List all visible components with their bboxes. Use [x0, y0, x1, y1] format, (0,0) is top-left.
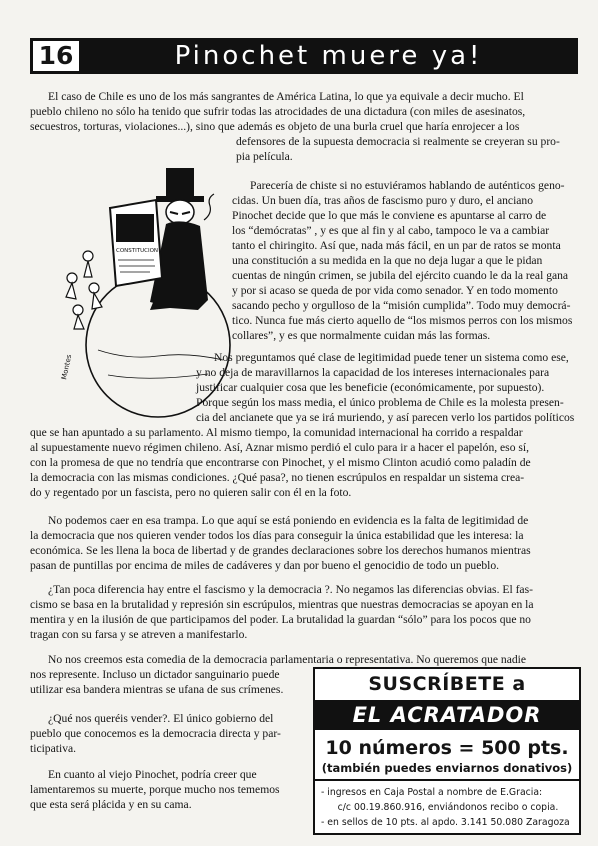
text-line: pasan de puntillas por encima de miles de cadáveres y dan por bueno el genocidio de todo un pueblo.	[30, 559, 500, 572]
payment-line: c/c 00.19.860.916, enviándonos recibo o copia.	[337, 802, 559, 813]
paragraph-6-first	[30, 652, 578, 667]
paragraph-5	[30, 582, 578, 642]
text-line: mentira y en la ilusión de que participamos del poder. La brutalidad la guardan “sólo” para los pocos que no	[30, 613, 531, 626]
text-line: cismo se basa en la brutalidad y represión sin escrúpulos, mientras que nuestras democracias se apoyan en la	[30, 598, 534, 611]
text-line: cidas. Un buen día, tras años de fascismo puro y duro, el anciano	[232, 194, 534, 207]
text-line: pueblo chileno no sólo ha tenido que sufrir todas las atrocidades de una dictadura (con miles de asesinatos,	[30, 105, 526, 118]
paragraph-2	[232, 178, 578, 343]
text-line: No podemos caer en esa trampa. Lo que aquí se está poniendo en evidencia es la falta de legitimidad de	[48, 514, 529, 527]
text-line: que esta será plácida y en su cama.	[30, 798, 192, 811]
text-line: defensores de la supuesta democracia si realmente se creyeran su pro-	[236, 135, 560, 148]
text-line: que se han apuntado a su parlamento. Al mismo tiempo, la comunidad internacional ha corrido a respaldar	[30, 426, 523, 439]
text-line: No nos creemos esta comedia de la democracia parlamentaria o representativa. No queremos que nadie	[48, 653, 527, 666]
payment-line: - en sellos de 10 pts. al apdo. 3.141 50.080 Zaragoza	[321, 817, 570, 828]
text-line: Parecería de chiste si no estuviéramos hablando de auténticos geno-	[250, 179, 565, 192]
paragraph-3-lower	[30, 425, 578, 500]
text-line: tico. Nunca fue más cierto aquello de “los mismos perros con los mismos	[232, 314, 573, 327]
publication-name: EL ACRATADOR	[315, 700, 579, 730]
subscription-heading: SUSCRÍBETE a	[368, 673, 526, 695]
subscription-box	[313, 667, 581, 835]
donations-note: (también puedes enviarnos donativos)	[321, 761, 573, 775]
text-line: Pinochet decide que lo que más le conviene es apuntarse al carro de	[232, 209, 547, 222]
text-line: tanto el chiringito. Así que, nada más fácil, en un par de ratos se monta	[232, 239, 561, 252]
text-line: la democracia que nos quieren vender todos los días para conseguir la única estabilidad que les interesa: la	[30, 529, 524, 542]
text-line: justificar cualquier cosa que les beneficie (económicamente, por supuesto).	[196, 381, 545, 394]
text-line: y por si acaso se queda de por vida como senador. Y en todo momento	[232, 284, 558, 297]
text-line: pia película.	[236, 150, 293, 163]
payment-line: - ingresos en Caja Postal a nombre de E.Gracia:	[321, 787, 543, 798]
text-line: cuentas de ningún crimen, se jubila del ejército cuando le da la real gana	[232, 269, 569, 282]
constitution-book	[110, 200, 162, 286]
intro-paragraph	[30, 89, 578, 134]
title-bar	[30, 38, 578, 74]
artist-signature: Montes	[60, 353, 74, 381]
text-line: los “demócratas” , y es que al fin y al cabo, tampoco le va a cambiar	[232, 224, 550, 237]
payment-info	[321, 785, 575, 830]
text-line: lamentaremos su muerte, porque mucho nos tememos	[30, 783, 280, 796]
text-line: En cuanto al viejo Pinochet, podría creer que	[48, 768, 257, 781]
text-line: con la promesa de que no tendría que encontrarse con Pinochet, y el mismo Clinton acudió como paladín de	[30, 456, 531, 469]
text-line: pueblo que conocemos es la democracia directa y par-	[30, 727, 281, 740]
text-line: tragan con su farsa y se atreven a manifestarlo.	[30, 628, 248, 641]
subscription-price: 10 números = 500 pts.	[325, 737, 569, 759]
text-line: la democracia con las mismas condiciones. ¿Qué pasa?, no tienen escrúpulos en respaldar un sistema crea-	[30, 471, 525, 484]
text-line: una constitución a su medida en la que no deja lugar a que le pidan	[232, 254, 543, 267]
text-line: ¿Tan poca diferencia hay entre el fascismo y la democracia ?. No negamos las diferencias obvias. El fas-	[48, 583, 533, 596]
text-line: sacando pecho y orgulloso de la “misión cumplida”. Todo muy democrá-	[232, 299, 571, 312]
paragraph-3-upper	[196, 350, 578, 425]
text-line: secuestros, torturas, violaciones...), sino que además es objeto de una burla cruel que haría enrojecer a los	[30, 120, 520, 133]
text-line: económica. Se les llena la boca de libertad y de grandes declaraciones sobre los derechos humanos mientras	[30, 544, 531, 557]
text-line: do y regentado por un fascista, pero no quieren salir con él en la foto.	[30, 486, 352, 499]
text-line: El caso de Chile es uno de los más sangrantes de América Latina, lo que ya equivale a decir mucho. El	[48, 90, 524, 103]
svg-text:CONSTITUCION: CONSTITUCION	[116, 248, 159, 254]
intro-paragraph-tail	[236, 134, 578, 164]
paragraph-6-rest	[30, 667, 305, 697]
text-line: nos represente. Incluso un dictador sanguinario puede	[30, 668, 280, 681]
text-line: Nos preguntamos qué clase de legitimidad puede tener un sistema como ese,	[214, 351, 569, 364]
divider	[315, 779, 579, 781]
text-line: al supuestamente nuevo régimen chileno. Así, Aznar mismo perdió el culo para ir a hacer el papelón, eso sí,	[30, 441, 530, 454]
text-line: utilizar esa bandera mientras se ufana de sus crímenes.	[30, 683, 284, 696]
text-line: ¿Qué nos queréis vender?. El único gobierno del	[48, 712, 274, 725]
small-figures	[66, 251, 102, 329]
issue-page-number: 16	[33, 41, 82, 71]
text-line: y no deja de maravillarnos la capacidad de los intereses internacionales para	[196, 366, 550, 379]
page-title: Pinochet muere ya!	[82, 41, 575, 71]
paragraph-8	[30, 767, 305, 812]
text-line: ticipativa.	[30, 742, 77, 755]
text-line: Porque según los mass media, el único problema de Chile es la molesta presen-	[196, 396, 564, 409]
paragraph-4	[30, 513, 578, 573]
text-line: collares”, y es que normalmente cuidan más las formas.	[232, 329, 491, 342]
paragraph-7	[30, 711, 305, 756]
text-line: cia del ancianete que ya se irá muriendo, y así parecen verlo los partidos políticos	[196, 411, 575, 424]
